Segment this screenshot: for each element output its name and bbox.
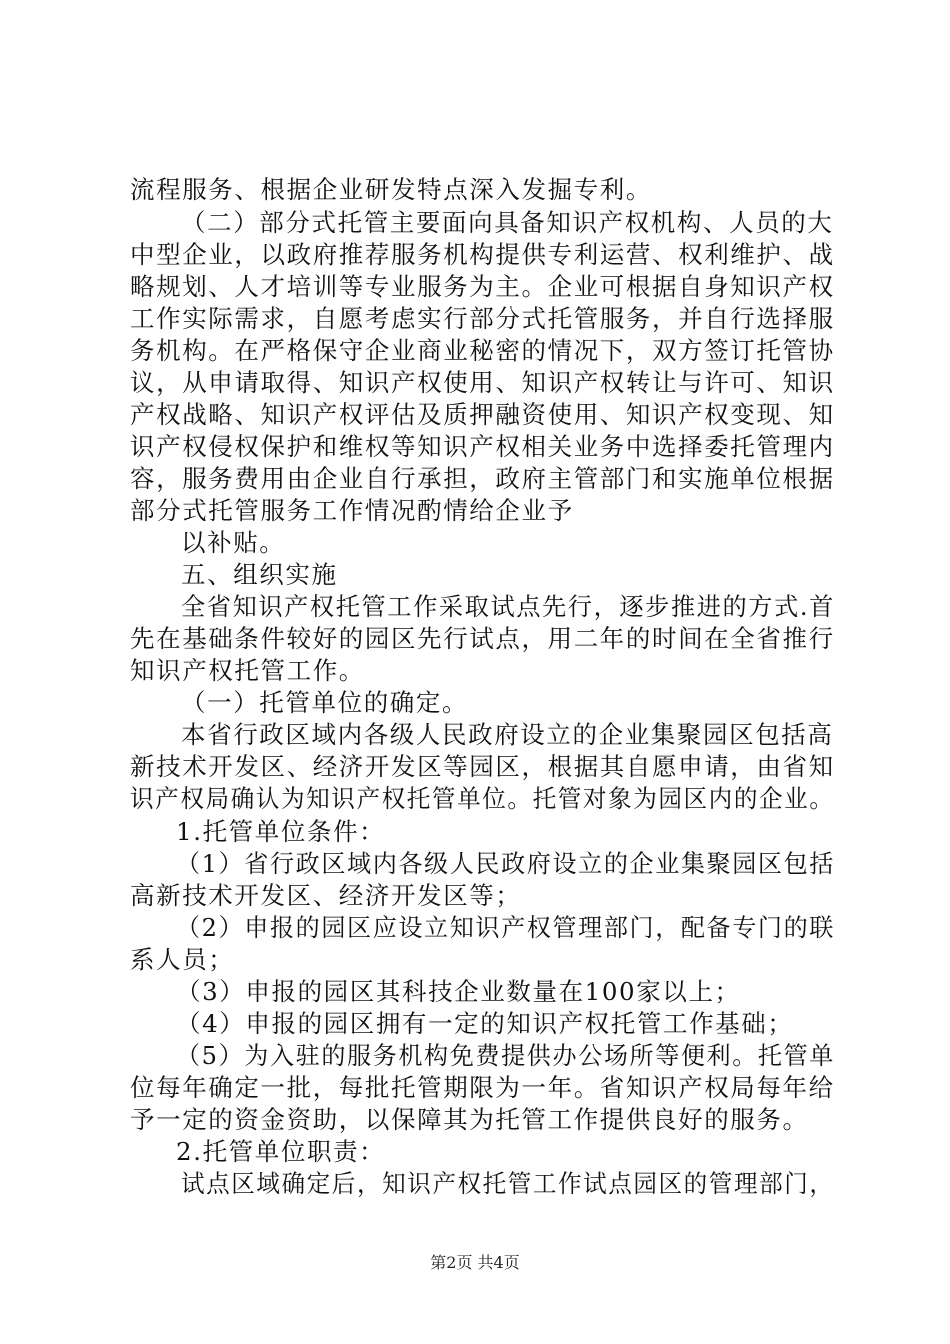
text-line-16: 知识产权托管工作。: [130, 656, 365, 685]
text-line-12: 以补贴。: [181, 528, 286, 557]
text-line-24: （2）申报的园区应设立知识产权管理部门，配备专门的联: [176, 913, 835, 942]
text-line-29: 位每年确定一批，每批托管期限为一年。省知识产权局每年给: [130, 1073, 835, 1102]
text-line-1: 流程服务、根据企业研发特点深入发掘专利。: [130, 175, 652, 204]
section-heading: 五、组织实施: [181, 560, 338, 589]
text-line-26: （3）申报的园区其科技企业数量在100家以上；: [176, 977, 741, 1006]
text-line-25: 系人员；: [130, 945, 235, 974]
text-line-4: 略规划、人才培训等专业服务为主。企业可根据自身知识产权: [130, 272, 835, 301]
text-line-32: 试点区域确定后，知识产权托管工作试点园区的管理部门，: [181, 1169, 835, 1198]
text-line-28: （5）为入驻的服务机构免费提供办公场所等便利。托管单: [176, 1041, 835, 1070]
text-line-11: 部分式托管服务工作情况酌情给企业予: [130, 496, 574, 525]
text-line-30: 予一定的资金资助，以保障其为托管工作提供良好的服务。: [130, 1105, 809, 1134]
text-line-5: 工作实际需求，自愿考虑实行部分式托管服务，并自行选择服: [130, 304, 835, 333]
text-line-19: 新技术开发区、经济开发区等园区，根据其自愿申请，由省知: [130, 752, 835, 781]
text-line-2: （二）部分式托管主要面向具备知识产权机构、人员的大: [181, 208, 834, 237]
subsection-heading: （一）托管单位的确定。: [181, 688, 469, 717]
text-line-8: 产权战略、知识产权评估及质押融资使用、知识产权变现、知: [130, 400, 835, 429]
text-line-6: 务机构。在严格保守企业商业秘密的情况下，双方签订托管协: [130, 336, 835, 365]
text-line-10: 容，服务费用由企业自行承担，政府主管部门和实施单位根据: [130, 464, 835, 493]
text-line-14: 全省知识产权托管工作采取试点先行，逐步推进的方式.首: [181, 592, 835, 621]
text-line-31: 2.托管单位职责：: [176, 1137, 386, 1166]
page-number-footer: 第2页 共4页: [430, 1253, 520, 1272]
text-line-15: 先在基础条件较好的园区先行试点，用二年的时间在全省推行: [130, 624, 835, 653]
text-line-27: （4）申报的园区拥有一定的知识产权托管工作基础；: [176, 1009, 794, 1038]
text-line-23: 高新技术开发区、经济开发区等；: [130, 881, 522, 910]
text-line-7: 议，从申请取得、知识产权使用、知识产权转让与许可、知识: [130, 368, 835, 397]
text-line-18: 本省行政区域内各级人民政府设立的企业集聚园区包括高: [181, 720, 834, 749]
text-line-9: 识产权侵权保护和维权等知识产权相关业务中选择委托管理内: [130, 432, 835, 461]
text-line-22: （1）省行政区域内各级人民政府设立的企业集聚园区包括: [176, 849, 835, 878]
text-line-3: 中型企业，以政府推荐服务机构提供专利运营、权利维护、战: [130, 240, 835, 269]
text-line-21: 1.托管单位条件：: [176, 817, 386, 846]
text-line-20: 识产权局确认为知识产权托管单位。托管对象为园区内的企业。: [130, 784, 835, 813]
